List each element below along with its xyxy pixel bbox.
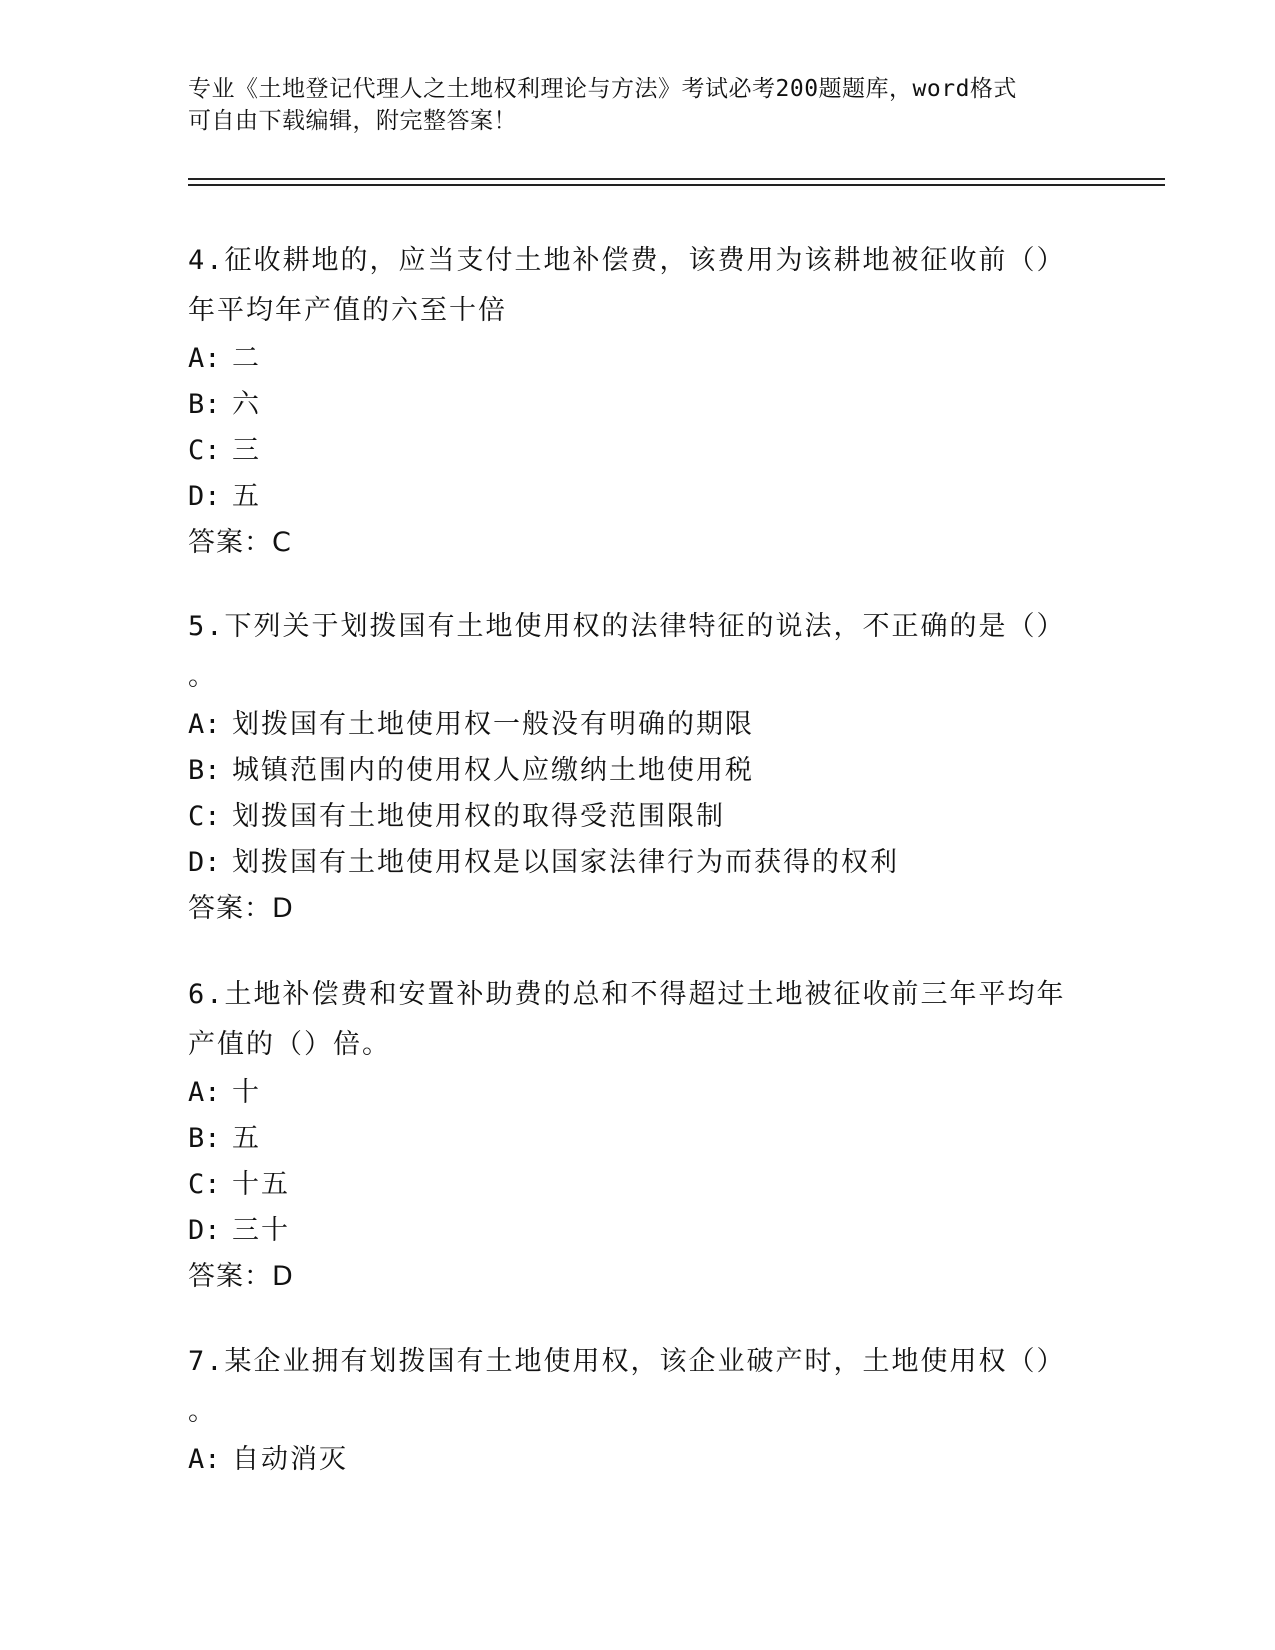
- option-letter: C:: [188, 801, 221, 832]
- option-c: [188, 1162, 1068, 1208]
- question-stem: 6.土地补偿费和安置补助费的总和不得超过土地被征收前三年平均年: [188, 979, 1066, 1010]
- option-text: 五: [232, 481, 261, 512]
- question-stem-continued: 。: [188, 661, 217, 692]
- answer-line: 答案：D: [188, 1261, 294, 1292]
- header-divider-top: [188, 178, 1165, 180]
- option-text: 五: [232, 1123, 261, 1154]
- option-a: [188, 1070, 1068, 1116]
- question-6: [188, 970, 1068, 1300]
- question-stem: 4.征收耕地的，应当支付土地补偿费，该费用为该耕地被征收前（）: [188, 245, 1066, 276]
- option-text: 十: [232, 1077, 261, 1108]
- option-text: 六: [232, 389, 261, 420]
- header-divider-bottom: [188, 184, 1165, 186]
- header-line-2: 可自由下载编辑，附完整答案！: [188, 108, 517, 134]
- option-letter: B:: [188, 389, 221, 420]
- option-d: [188, 840, 1068, 886]
- question-stem-continued: 产值的（）倍。: [188, 1029, 391, 1060]
- option-a: [188, 336, 1068, 382]
- question-stem-continued: 年平均年产值的六至十倍: [188, 295, 507, 326]
- option-text: 三: [232, 435, 261, 466]
- header-line-1: 专业《土地登记代理人之土地权利理论与方法》考试必考200题题库，word格式: [188, 76, 1017, 102]
- option-letter: D:: [188, 481, 221, 512]
- option-b: [188, 382, 1068, 428]
- option-letter: B:: [188, 1123, 221, 1154]
- question-stem-continued: 。: [188, 1396, 217, 1427]
- option-letter: C:: [188, 435, 221, 466]
- option-letter: C:: [188, 1169, 221, 1200]
- option-text: 城镇范围内的使用权人应缴纳土地使用税: [232, 755, 754, 786]
- option-letter: A:: [188, 1077, 221, 1108]
- option-a: [188, 702, 1068, 748]
- answer-line: 答案：C: [188, 527, 292, 558]
- option-d: [188, 474, 1068, 520]
- option-d: [188, 1208, 1068, 1254]
- option-letter: D:: [188, 1215, 221, 1246]
- option-letter: A:: [188, 343, 221, 374]
- question-4: [188, 236, 1068, 566]
- option-letter: A:: [188, 1444, 221, 1475]
- option-text: 划拨国有土地使用权的取得受范围限制: [232, 801, 725, 832]
- option-letter: A:: [188, 709, 221, 740]
- option-b: [188, 1116, 1068, 1162]
- option-text: 自动消灭: [232, 1444, 348, 1475]
- option-text: 二: [232, 343, 261, 374]
- option-c: [188, 428, 1068, 474]
- option-text: 划拨国有土地使用权一般没有明确的期限: [232, 709, 754, 740]
- option-b: [188, 748, 1068, 794]
- document-header: [188, 73, 1068, 137]
- option-a: [188, 1437, 1068, 1483]
- option-c: [188, 794, 1068, 840]
- question-stem: 7.某企业拥有划拨国有土地使用权，该企业破产时，土地使用权（）: [188, 1346, 1066, 1377]
- option-text: 十五: [232, 1169, 290, 1200]
- question-stem: 5.下列关于划拨国有土地使用权的法律特征的说法，不正确的是（）: [188, 611, 1066, 642]
- question-5: [188, 602, 1068, 932]
- option-letter: B:: [188, 755, 221, 786]
- option-letter: D:: [188, 847, 221, 878]
- option-text: 三十: [232, 1215, 290, 1246]
- question-7: [188, 1337, 1068, 1483]
- option-text: 划拨国有土地使用权是以国家法律行为而获得的权利: [232, 847, 899, 878]
- answer-line: 答案：D: [188, 893, 294, 924]
